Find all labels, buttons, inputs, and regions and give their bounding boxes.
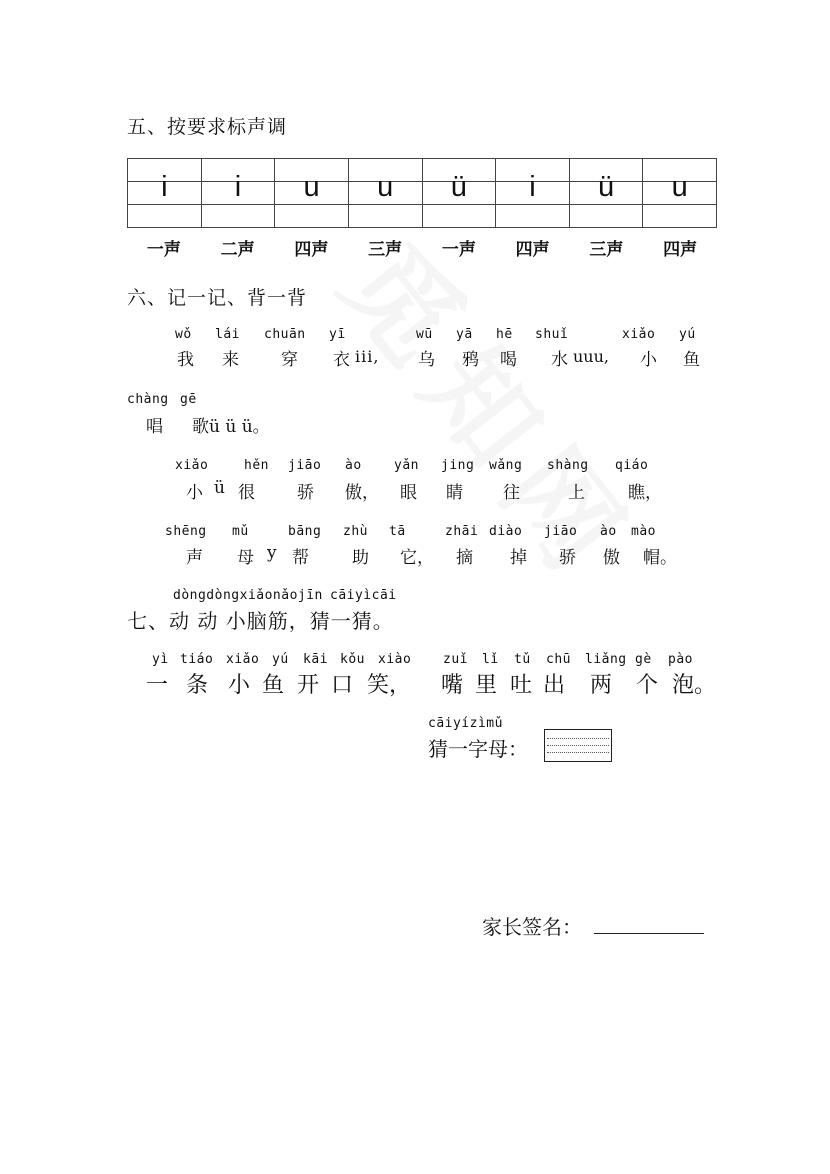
char: 条: [186, 673, 209, 698]
tone-label: 四声: [515, 240, 550, 260]
pinyin: shuǐ: [535, 327, 569, 342]
pinyin: hē: [496, 327, 513, 342]
char: 笑，: [367, 673, 412, 698]
pinyin: jiāo: [288, 458, 322, 473]
pinyin: lái: [215, 327, 240, 342]
char: 水: [551, 350, 568, 370]
char: 声: [186, 548, 203, 568]
pinyin: zhù: [343, 524, 368, 539]
tone-label: 一声: [146, 240, 181, 260]
pinyin: jiāo: [544, 524, 578, 539]
vowel: ü: [597, 171, 615, 203]
pinyin: pào: [668, 652, 693, 667]
vowel: i: [161, 171, 168, 203]
pinyin: hěn: [244, 458, 269, 473]
char: 骄: [559, 548, 576, 568]
char: 睛: [446, 483, 463, 503]
pinyin: yú: [679, 327, 696, 342]
char: uuu,: [573, 347, 609, 366]
char: 穿: [281, 350, 298, 370]
char: 乌: [418, 350, 435, 370]
vowel: i: [234, 171, 242, 203]
char: y: [267, 543, 277, 563]
char: 开: [297, 673, 320, 698]
pinyin: jing: [441, 458, 475, 473]
char: 上: [568, 483, 585, 503]
pinyin: kǒu: [340, 652, 365, 667]
pinyin: cāiyízìmǔ: [428, 716, 503, 731]
pinyin: qiáo: [615, 458, 649, 473]
tone-label: 四声: [663, 240, 698, 260]
pinyin: tiáo: [180, 652, 214, 667]
char: 衣: [333, 350, 350, 370]
char: 傲: [603, 548, 620, 568]
char: 助: [352, 548, 369, 568]
vowel-cell[interactable]: [348, 171, 422, 205]
pinyin: zuǐ: [443, 652, 468, 667]
pinyin: kāi: [303, 652, 328, 667]
char: 往: [503, 483, 520, 503]
char: 鱼: [262, 673, 285, 698]
pinyin: gē: [180, 392, 197, 407]
char: 泡。: [672, 673, 717, 698]
pinyin: diào: [489, 524, 523, 539]
pinyin: chuān: [264, 327, 306, 342]
char: 小: [640, 350, 657, 370]
char: 帮: [292, 548, 309, 568]
vowel-cell[interactable]: [128, 171, 202, 205]
vowel: u: [671, 171, 688, 203]
char: 小: [228, 673, 251, 698]
tone-label: 四声: [294, 240, 329, 260]
pinyin: yā: [456, 327, 473, 342]
pinyin: bāng: [288, 524, 322, 539]
pinyin: liǎng: [585, 652, 627, 667]
char: 两: [590, 673, 613, 698]
pinyin: xiǎo: [175, 458, 209, 473]
char: 一: [146, 673, 169, 698]
char: 帽。: [643, 548, 677, 568]
signature-line[interactable]: [594, 933, 704, 934]
char: 唱: [146, 417, 163, 437]
tone-table: [127, 158, 717, 228]
pinyin: yī: [329, 327, 346, 342]
char: 口: [331, 673, 354, 698]
guide-line: [547, 752, 609, 753]
section6-title: 六、记一记、背一背: [127, 287, 308, 309]
pinyin: mǔ: [232, 524, 249, 539]
char: 小: [186, 483, 203, 503]
pinyin: ào: [600, 524, 617, 539]
vowel: u: [377, 171, 394, 203]
vowel: i: [529, 171, 536, 203]
char: 吐: [510, 673, 533, 698]
char: 骄: [297, 483, 314, 503]
vowel-cell[interactable]: [496, 171, 570, 205]
pinyin: yú: [272, 652, 289, 667]
tone-label: 三声: [589, 240, 624, 260]
char: 鸦: [462, 350, 479, 370]
guess-label: 猜一字母：: [428, 737, 528, 761]
char: 摘: [456, 548, 473, 568]
char: 它，: [400, 548, 434, 568]
pinyin: shēng: [165, 524, 207, 539]
pinyin: chū: [546, 652, 571, 667]
section7-title: 七、动 动 小脑筋，猜一猜。: [127, 609, 394, 633]
pinyin: wǒ: [175, 327, 192, 342]
char: 嘴: [441, 673, 464, 698]
pinyin: xiào: [378, 652, 412, 667]
answer-box[interactable]: [544, 729, 612, 762]
vowel: ü: [450, 171, 467, 203]
tone-label: 一声: [441, 240, 476, 260]
pinyin: wǎng: [489, 458, 523, 473]
char: 掉: [510, 548, 527, 568]
section5-title: 五、按要求标声调: [127, 116, 288, 138]
pinyin: cāiyìcāi: [330, 588, 397, 603]
pinyin: chàng: [127, 392, 169, 407]
char: 喝: [500, 350, 517, 370]
tone-labels: [127, 235, 717, 260]
vowel-cell[interactable]: [275, 171, 349, 205]
pinyin: dòngdòngxiǎonǎojīn: [173, 588, 323, 603]
char: 母: [237, 548, 254, 568]
vowel: u: [303, 171, 320, 203]
char: 个: [636, 673, 659, 698]
pinyin: zhāi: [445, 524, 479, 539]
pinyin: lǐ: [482, 652, 499, 667]
guide-line: [547, 738, 609, 739]
pinyin: yǎn: [394, 458, 419, 473]
char: 傲，: [345, 483, 379, 503]
pinyin: shàng: [547, 458, 589, 473]
char: 我: [177, 350, 194, 370]
char: 鱼: [683, 350, 700, 370]
pinyin: xiǎo: [622, 327, 656, 342]
char: 很: [238, 483, 255, 503]
guide-line: [547, 745, 609, 746]
vowel-cell[interactable]: [569, 171, 643, 205]
char: iii,: [355, 347, 380, 366]
vowel-cell[interactable]: [643, 171, 717, 205]
char: 出: [543, 673, 566, 698]
pinyin: xiǎo: [226, 652, 260, 667]
vowel-cell[interactable]: [201, 171, 275, 205]
char: ü: [214, 478, 225, 498]
pinyin: gè: [635, 652, 652, 667]
tone-label: 二声: [220, 240, 255, 260]
char: 眼: [400, 483, 417, 503]
char: 里: [475, 673, 498, 698]
char: 来: [222, 350, 239, 370]
char: 瞧，: [628, 483, 662, 503]
tone-label: 三声: [368, 240, 403, 260]
pinyin: tǔ: [514, 652, 531, 667]
pinyin: ào: [345, 458, 362, 473]
pinyin: mào: [631, 524, 656, 539]
pinyin: yì: [152, 652, 169, 667]
pinyin: tā: [389, 524, 406, 539]
pinyin: wū: [416, 327, 433, 342]
char: 歌ü ü ü。: [192, 417, 270, 437]
vowel-cell[interactable]: [422, 171, 496, 205]
sign-label: 家长签名：: [482, 915, 582, 939]
